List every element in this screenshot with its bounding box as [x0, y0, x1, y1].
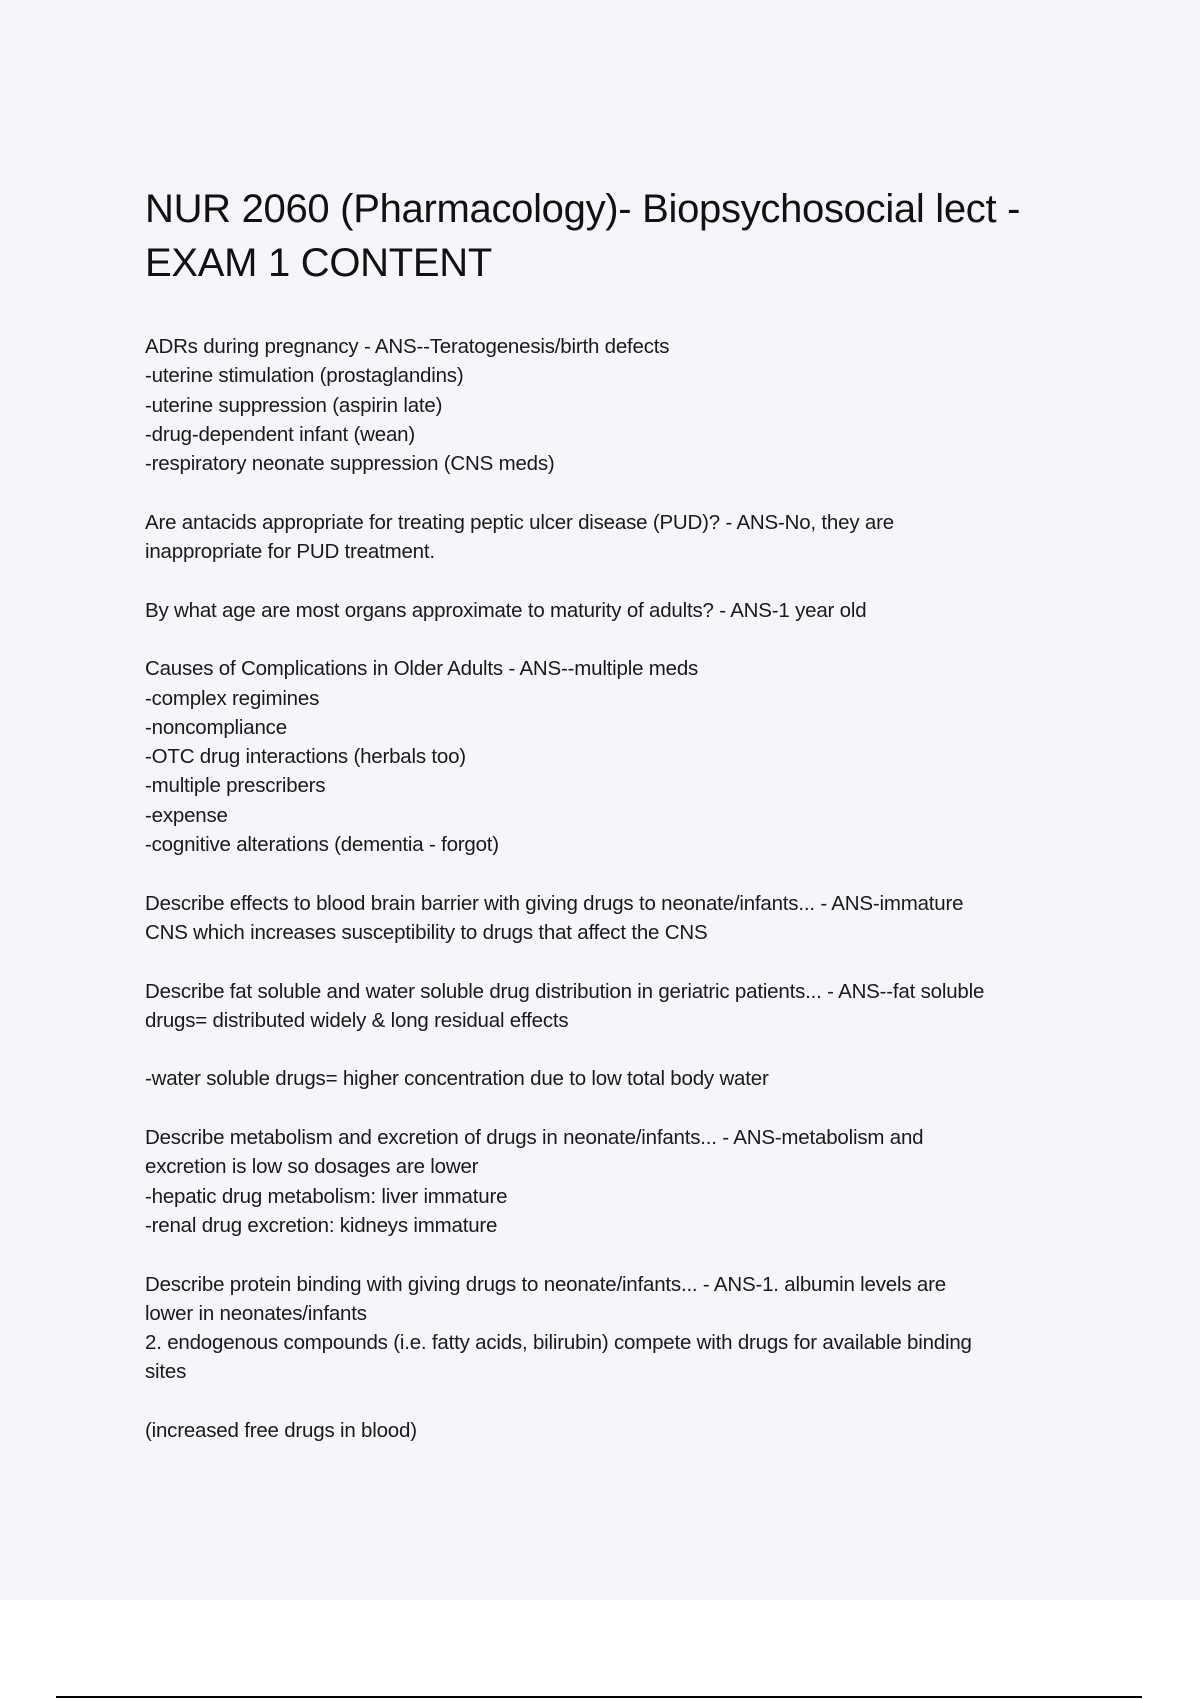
qa-entry	[145, 508, 984, 567]
qa-entry	[145, 1064, 984, 1093]
document-title	[145, 182, 1020, 290]
text-line: -hepatic drug metabolism: liver immature	[145, 1184, 508, 1208]
text-line: Describe protein binding with giving drugs to neonate/infants... - ANS-1. albumin levels are	[145, 1272, 946, 1296]
text-line: Describe effects to blood brain barrier with giving drugs to neonate/infants... - ANS-immature	[145, 891, 964, 915]
text-line: By what age are most organs approximate to maturity of adults? - ANS-1 year old	[145, 598, 867, 622]
text-line: -expense	[145, 803, 228, 827]
text-line: sites	[145, 1360, 187, 1384]
title-line: NUR 2060 (Pharmacology)- Biopsychosocial lect -	[145, 187, 1021, 231]
text-line: drugs= distributed widely & long residual effects	[145, 1008, 569, 1032]
document-body	[145, 332, 984, 1475]
qa-entry	[145, 654, 984, 859]
text-line: lower in neonates/infants	[145, 1301, 367, 1325]
text-line: 2. endogenous compounds (i.e. fatty acids, bilirubin) compete with drugs for available binding	[145, 1331, 972, 1355]
text-line: -cognitive alterations (dementia - forgot)	[145, 833, 499, 857]
text-line: -drug-dependent infant (wean)	[145, 422, 415, 446]
text-line: (increased free drugs in blood)	[145, 1418, 417, 1442]
qa-entry	[145, 1416, 984, 1445]
text-line: -complex regimines	[145, 686, 320, 710]
text-line: ADRs during pregnancy - ANS--Teratogenesis/birth defects	[145, 335, 670, 358]
text-line: CNS which increases susceptibility to drugs that affect the CNS	[145, 920, 708, 944]
text-line: Are antacids appropriate for treating peptic ulcer disease (PUD)? - ANS-No, they are	[145, 510, 894, 534]
text-line: -respiratory neonate suppression (CNS meds)	[145, 452, 555, 476]
text-line: excretion is low so dosages are lower	[145, 1155, 479, 1179]
text-line: -water soluble drugs= higher concentration due to low total body water	[145, 1067, 769, 1091]
text-line: Describe fat soluble and water soluble drug distribution in geriatric patients... - ANS--fat soluble	[145, 979, 985, 1003]
text-line: -uterine suppression (aspirin late)	[145, 393, 443, 417]
qa-entry	[145, 332, 984, 478]
qa-entry	[145, 596, 984, 625]
text-line: Describe metabolism and excretion of drugs in neonate/infants... - ANS-metabolism and	[145, 1126, 924, 1150]
title-line: EXAM 1 CONTENT	[145, 241, 492, 285]
page-divider	[56, 1696, 1142, 1698]
text-line: -noncompliance	[145, 715, 287, 739]
text-line: -multiple prescribers	[145, 774, 326, 798]
text-line: inappropriate for PUD treatment.	[145, 540, 435, 564]
text-line: -uterine stimulation (prostaglandins)	[145, 364, 464, 388]
qa-entry	[145, 1123, 984, 1240]
qa-entry	[145, 977, 984, 1036]
text-line: -renal drug excretion: kidneys immature	[145, 1213, 498, 1237]
text-line: Causes of Complications in Older Adults - ANS--multiple meds	[145, 657, 699, 681]
qa-entry	[145, 889, 984, 948]
text-line: -OTC drug interactions (herbals too)	[145, 745, 466, 769]
qa-entry	[145, 1270, 984, 1387]
